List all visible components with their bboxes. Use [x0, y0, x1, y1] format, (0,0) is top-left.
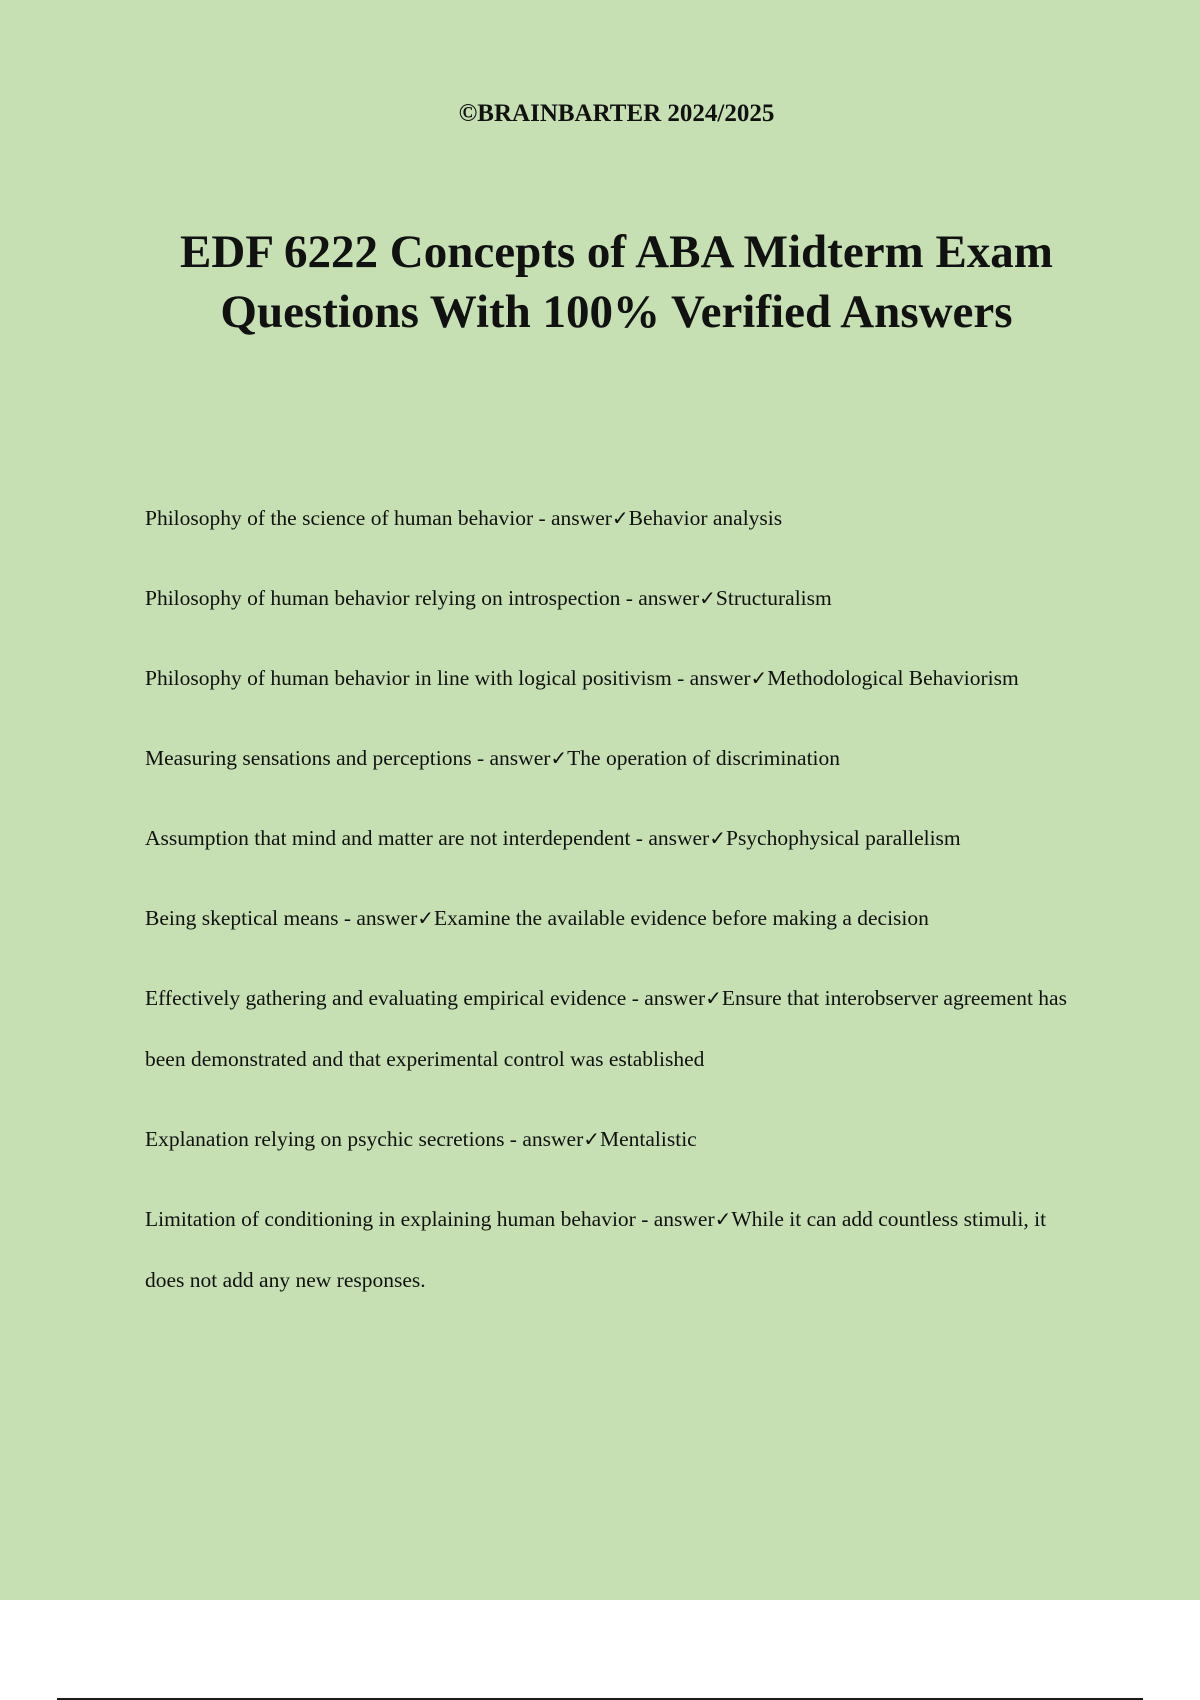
- title-line-1: EDF 6222 Concepts of ABA Midterm Exam: [180, 226, 1053, 278]
- question-text: Explanation relying on psychic secretions - answer: [145, 1127, 584, 1151]
- check-icon: ✓: [750, 666, 768, 690]
- question-text: Limitation of conditioning in explaining human behavior - answer: [145, 1207, 715, 1231]
- question-text: Philosophy of the science of human behavior - answer: [145, 506, 612, 530]
- question-text: Assumption that mind and matter are not interdependent - answer: [145, 826, 710, 850]
- copyright-header: ©BRAINBARTER 2024/2025: [458, 100, 775, 127]
- check-icon: ✓: [714, 1207, 732, 1231]
- answer-text: Ensure that interobserver agreement has been demonstrated and that experimental control was established: [145, 986, 1067, 1071]
- document-title: [100, 222, 1133, 342]
- answer-text: Examine the available evidence before making a decision: [434, 906, 929, 930]
- answer-text: While it can add countless stimuli, it does not add any new responses.: [145, 1207, 1047, 1292]
- check-icon: ✓: [699, 586, 716, 610]
- qa-item: [145, 1189, 1085, 1311]
- answer-text: Mentalistic: [600, 1127, 697, 1151]
- qa-item: [145, 1109, 1085, 1170]
- check-icon: ✓: [550, 746, 568, 770]
- title-line-2: Questions With 100% Verified Answers: [220, 286, 1013, 338]
- question-text: Effectively gathering and evaluating empirical evidence - answer: [145, 986, 706, 1010]
- check-icon: ✓: [611, 506, 629, 530]
- qa-item: [145, 728, 1085, 789]
- qa-item: [145, 808, 1085, 869]
- qa-item: [145, 968, 1085, 1090]
- answer-text: The operation of discrimination: [567, 746, 841, 770]
- check-icon: ✓: [705, 986, 722, 1010]
- answer-text: Behavior analysis: [628, 506, 783, 530]
- check-icon: ✓: [417, 906, 435, 930]
- answer-text: Methodological Behaviorism: [767, 666, 1019, 690]
- question-answer-list: [145, 488, 1085, 1330]
- qa-item: [145, 488, 1085, 549]
- qa-item: [145, 648, 1085, 709]
- question-text: Measuring sensations and perceptions - answer: [145, 746, 551, 770]
- question-text: Philosophy of human behavior in line with logical positivism - answer: [145, 666, 751, 690]
- answer-text: Psychophysical parallelism: [725, 826, 961, 850]
- check-icon: ✓: [583, 1127, 600, 1151]
- qa-item: [145, 888, 1085, 949]
- question-text: Being skeptical means - answer: [145, 906, 418, 930]
- qa-item: [145, 568, 1085, 629]
- check-icon: ✓: [709, 826, 726, 850]
- question-text: Philosophy of human behavior relying on introspection - answer: [145, 586, 700, 610]
- answer-text: Structuralism: [715, 586, 832, 610]
